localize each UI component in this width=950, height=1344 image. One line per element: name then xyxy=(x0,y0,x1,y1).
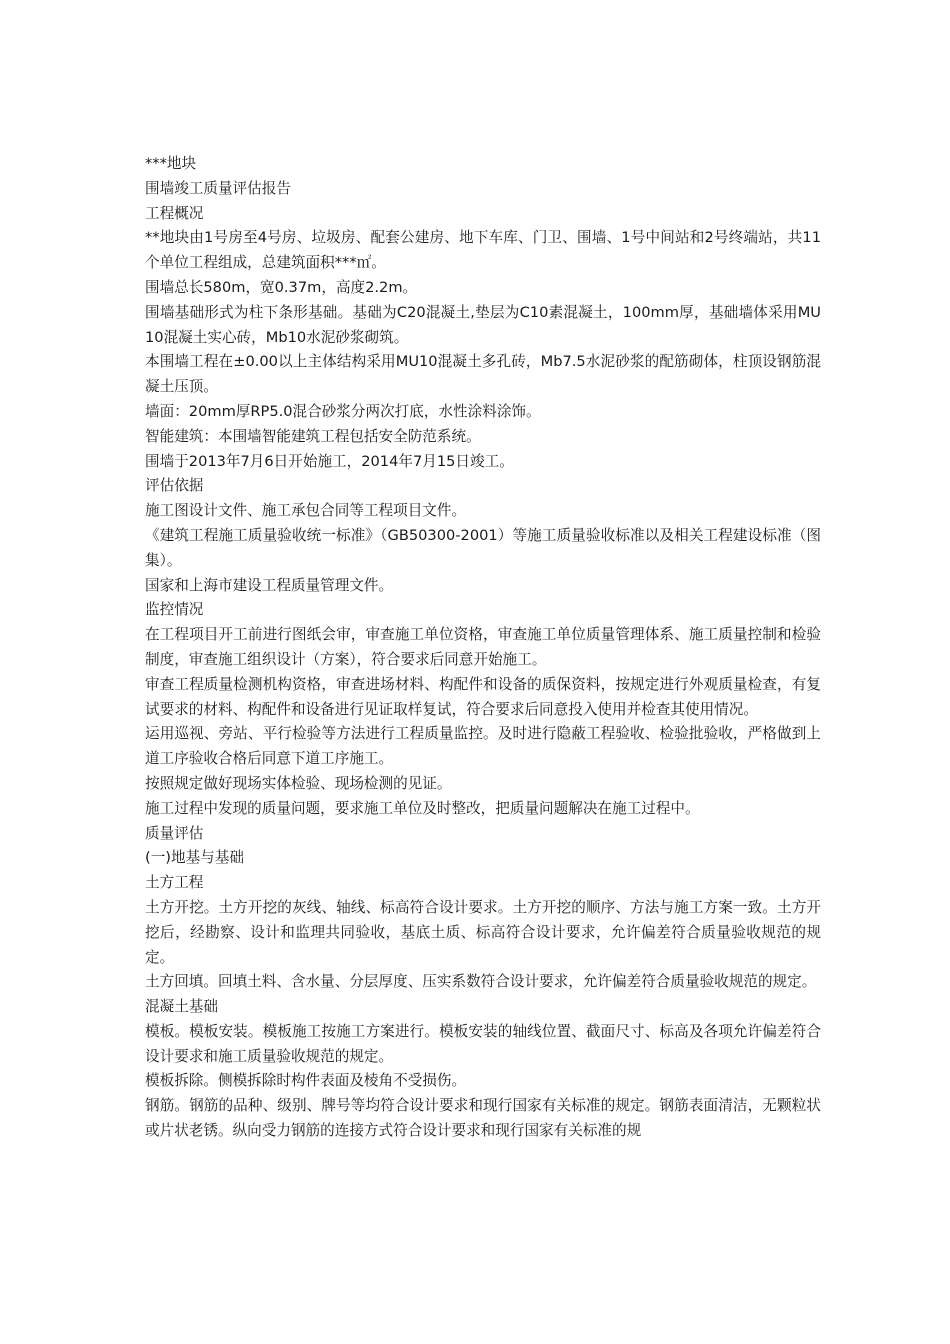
paragraph: 钢筋。钢筋的品种、级别、牌号等均符合设计要求和现行国家有关标准的规定。钢筋表面清洁，无颗粒状或片状老锈。纵向受力钢筋的连接方式符合设计要求和现行国家有关标准的规 xyxy=(145,1097,821,1140)
paragraph: **地块由1号房至4号房、垃圾房、配套公建房、地下车库、门卫、围墙、1号中间站和2号终端站，共11个单位工程组成，总建筑面积***㎡。 xyxy=(145,229,821,272)
section-heading: 监控情况 xyxy=(145,601,204,619)
paragraph: 在工程项目开工前进行图纸会审，审查施工单位资格，审查施工单位质量管理体系、施工质量控制和检验制度，审查施工组织设计（方案），符合要求后同意开始施工。 xyxy=(145,626,821,668)
paragraph: 围墙基础形式为柱下条形基础。基础为C20混凝土,垫层为C10素混凝土，100mm厚，基础墙体采用MU10混凝土实心砖，Mb10水泥砂浆砌筑。 xyxy=(145,303,821,346)
subsection-heading: 土方工程 xyxy=(145,874,204,892)
paragraph: 施工过程中发现的质量问题，要求施工单位及时整改，把质量问题解决在施工过程中。 xyxy=(145,799,700,817)
paragraph: 《建筑工程施工质量验收统一标准》（GB50300-2001）等施工质量验收标准以及相关工程建设标准（图集）。 xyxy=(145,526,821,569)
paragraph: 施工图设计文件、施工承包合同等工程项目文件。 xyxy=(145,502,467,520)
paragraph: 智能建筑：本围墙智能建筑工程包括安全防范系统。 xyxy=(145,427,481,445)
paragraph: 土方回填。回填土料、含水量、分层厚度、压实系数符合设计要求，允许偏差符合质量验收规范的规定。 xyxy=(145,973,817,991)
section-heading: 工程概况 xyxy=(145,204,204,222)
paragraph: 模板拆除。侧模拆除时构件表面及棱角不受损伤。 xyxy=(145,1072,467,1090)
report-title: 围墙竣工质量评估报告 xyxy=(145,179,291,197)
subsection-heading: 混凝土基础 xyxy=(145,998,218,1016)
section-heading: 评估依据 xyxy=(145,477,204,495)
paragraph: 模板。模板安装。模板施工按施工方案进行。模板安装的轴线位置、截面尺寸、标高及各项允许偏差符合设计要求和施工质量验收规范的规定。 xyxy=(145,1022,821,1065)
subsection-heading: (一)地基与基础 xyxy=(145,849,244,867)
paragraph: 围墙于2013年7月6日开始施工，2014年7月15日竣工。 xyxy=(145,452,514,470)
section-heading: 质量评估 xyxy=(145,824,204,842)
paragraph: 围墙总长580m，宽0.37m，高度2.2m。 xyxy=(145,278,418,296)
paragraph: 土方开挖。土方开挖的灰线、轴线、标高符合设计要求。土方开挖的顺序、方法与施工方案一致。土方开挖后，经勘察、设计和监理共同验收，基底土质、标高符合设计要求，允许偏差符合质量验收规范的规定。 xyxy=(145,898,821,966)
paragraph: 按照规定做好现场实体检验、现场检测的见证。 xyxy=(145,774,452,792)
paragraph: 国家和上海市建设工程质量管理文件。 xyxy=(145,576,394,594)
paragraph: 运用巡视、旁站、平行检验等方法进行工程质量监控。及时进行隐蔽工程验收、检验批验收，严格做到上道工序验收合格后同意下道工序施工。 xyxy=(145,725,821,768)
paragraph: 审查工程质量检测机构资格，审查进场材料、构配件和设备的质保资料，按规定进行外观质量检查，有复试要求的材料、构配件和设备进行见证取样复试，符合要求后同意投入使用并检查其使用情况。 xyxy=(145,675,821,718)
block-name: ***地块 xyxy=(145,155,197,172)
paragraph: 本围墙工程在±0.00以上主体结构采用MU10混凝土多孔砖，Mb7.5水泥砂浆的配筋砌体，柱顶设钢筋混凝土压顶。 xyxy=(145,353,821,396)
paragraph: 墙面：20mm厚RP5.0混合砂浆分两次打底，水性涂料涂饰。 xyxy=(145,402,541,420)
document-body xyxy=(145,152,821,1144)
